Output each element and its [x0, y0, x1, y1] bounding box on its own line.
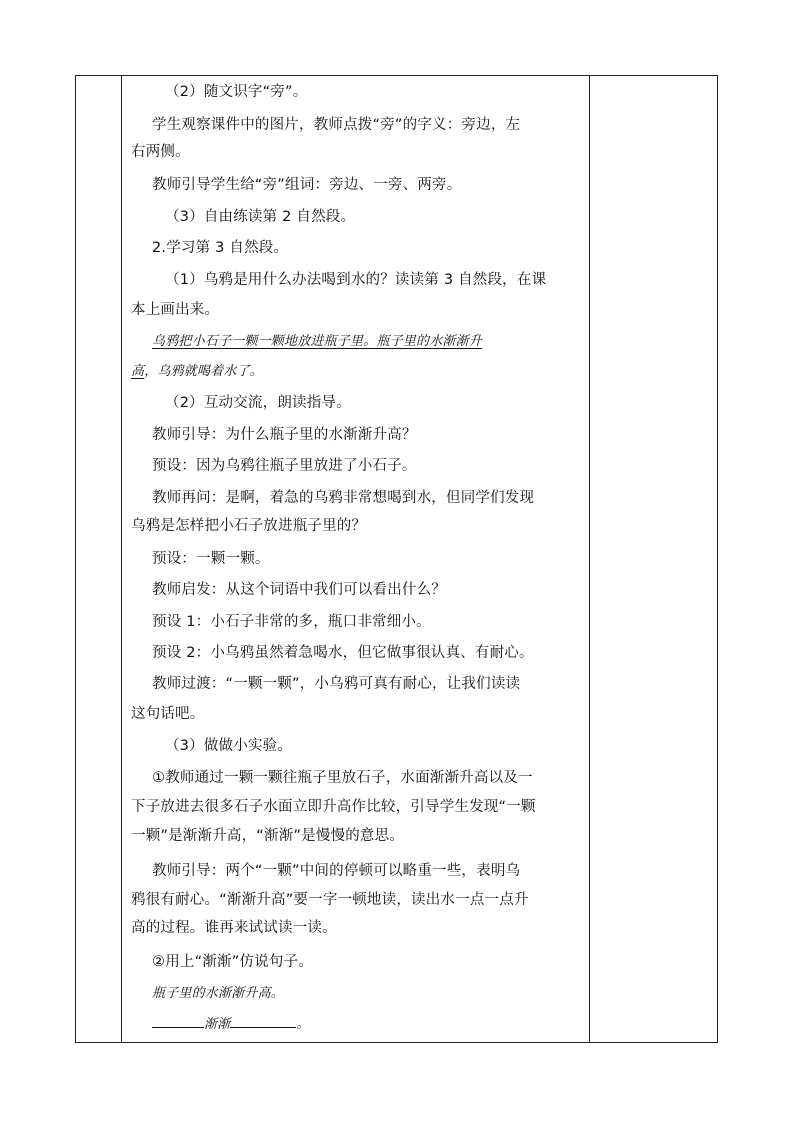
- fill-in-blank-line: [152, 1013, 607, 1035]
- text-line: 教师再问：是啊，着急的乌鸦非常想喝到水，但同学们发现: [152, 490, 535, 506]
- text-line: 乌鸦是怎样把小石子放进瓶子里的？: [131, 518, 367, 534]
- text-line: 一颗”是渐渐升高，“渐渐”是慢慢的意思。: [131, 828, 405, 844]
- text-line: 预设：一颗一颗。: [152, 551, 270, 567]
- text-line: （3）做做小实验。: [165, 738, 293, 754]
- text-line: 预设 1：小石子非常的多，瓶口非常细小。: [152, 614, 431, 630]
- underlined-text: 高: [131, 364, 145, 379]
- blank-underline: [152, 1013, 204, 1028]
- text-line: （2）随文识字“旁”。: [165, 84, 308, 100]
- handwritten-example-sentence: 瓶子里的水渐渐升高。: [152, 986, 285, 1001]
- lesson-content-cell: [121, 75, 589, 1043]
- blank-underline: [230, 1013, 296, 1028]
- text-line: 预设：因为乌鸦往瓶子里放进了小石子。: [152, 458, 417, 474]
- text-line: 鸦很有耐心。“渐渐升高”要一字一顿地读，读出水一点一点升: [131, 892, 529, 908]
- blank-period: 。: [296, 1017, 310, 1032]
- text-line: 预设 2：小乌鸦虽然着急喝水，但它做事很认真、有耐心。: [152, 645, 534, 661]
- text-line: 下子放进去很多石子水面立即升高作比较，引导学生发现“一颗: [131, 799, 536, 815]
- text-line: 学生观察课件中的图片，教师点拨“旁”的字义：旁边，左: [152, 117, 521, 133]
- text-line: 教师引导：两个“一颗”中间的停顿可以略重一些，表明乌: [152, 863, 521, 879]
- text-line: 教师启发：从这个词语中我们可以看出什么？: [152, 582, 446, 598]
- text-line: 本上画出来。: [131, 302, 220, 318]
- text-line: （1）乌鸦是用什么办法喝到水的？读读第 3 自然段，在课: [165, 272, 547, 288]
- text-line: 高的过程。谁再来试试读一读。: [131, 920, 337, 936]
- blank-keyword: 渐渐: [204, 1017, 231, 1032]
- text-line: ②用上“渐渐”仿说句子。: [152, 954, 313, 970]
- text-line: 教师过渡：“一颗一颗”，小乌鸦可真有耐心，让我们读读: [152, 676, 521, 692]
- text-line: 2.学习第 3 自然段。: [152, 240, 289, 256]
- text-line: 右两侧。: [131, 144, 190, 160]
- text-line: （2）互动交流，朗读指导。: [165, 395, 351, 411]
- handwritten-answer-line: 乌鸦把小石子一颗一颗地放进瓶子里。瓶子里的水渐渐升: [152, 334, 483, 349]
- text-line: ①教师通过一颗一颗往瓶子里放石子，水面渐渐升高以及一: [152, 770, 533, 786]
- handwritten-answer-line: [131, 362, 586, 382]
- text-line: 教师引导：为什么瓶子里的水渐渐升高？: [152, 427, 417, 443]
- text-line: 这句话吧。: [131, 706, 205, 722]
- text-line: （3）自由练读第 2 自然段。: [165, 209, 356, 225]
- text-line: 教师引导学生给“旁”组词：旁边、一旁、两旁。: [152, 177, 462, 193]
- handwritten-text: ，乌鸦就喝着水了。: [144, 364, 264, 379]
